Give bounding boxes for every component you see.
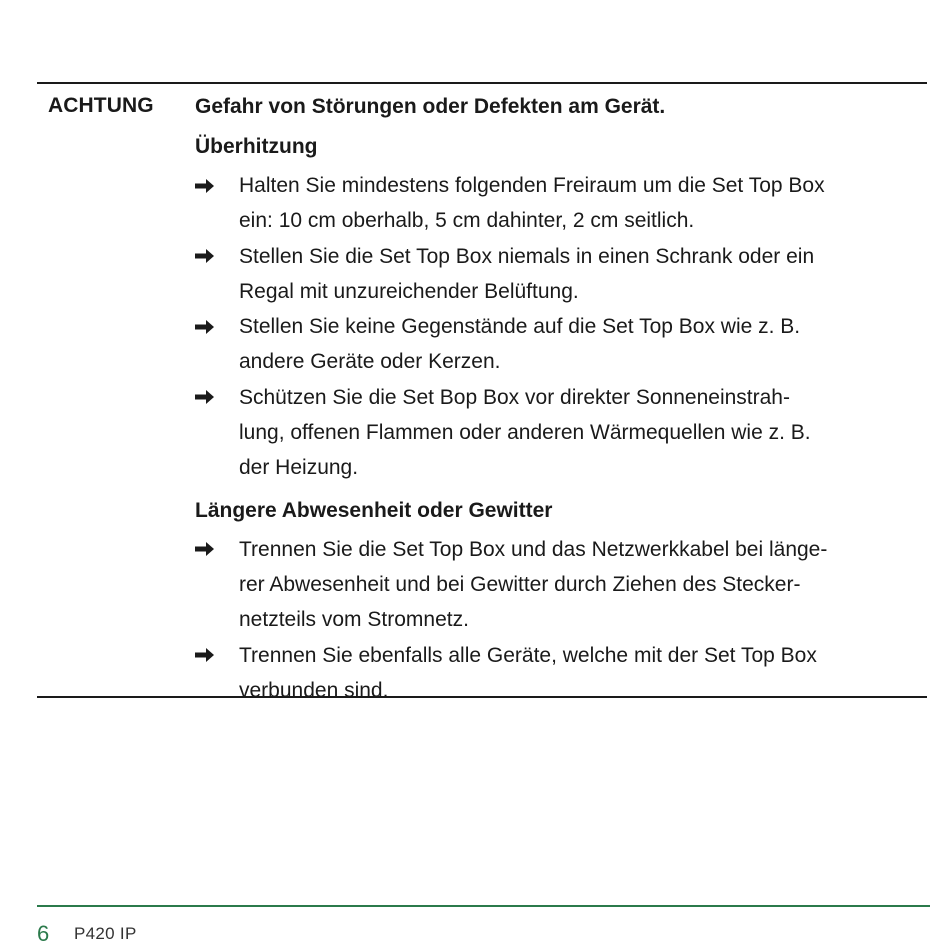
arrow-right-icon — [195, 638, 219, 673]
notice-body — [195, 94, 919, 708]
page-number: 6 — [37, 921, 50, 946]
list-item — [195, 532, 919, 638]
arrow-right-icon — [195, 239, 219, 274]
list-item-line: der Heizung. — [239, 456, 359, 480]
list-item-line: Stellen Sie keine Gegenstände auf die Set Top Box wie z. B. — [239, 315, 801, 339]
arrow-right-icon — [195, 532, 219, 567]
list-item — [195, 638, 919, 709]
list-item-line: Regal mit unzureichender Belüftung. — [239, 279, 579, 303]
absence-list — [195, 532, 919, 708]
section-heading-absence: Längere Abwesenheit oder Gewitter — [195, 498, 553, 522]
list-item-line: Schützen Sie die Set Bop Box vor direkter Sonneneinstrah- — [239, 385, 790, 409]
list-item — [195, 380, 919, 486]
list-item-line: Stellen Sie die Set Top Box niemals in einen Schrank oder ein — [239, 244, 815, 268]
list-item-line: verbunden sind. — [239, 678, 389, 702]
list-item-line: rer Abwesenheit und bei Gewitter durch Ziehen des Stecker- — [239, 572, 801, 596]
list-item — [195, 239, 919, 310]
list-item-line: Trennen Sie die Set Top Box und das Netzwerkkabel bei länge- — [239, 537, 828, 561]
notice-label: ACHTUNG — [48, 94, 154, 117]
list-item-line: netzteils vom Stromnetz. — [239, 608, 469, 632]
list-item-line: Trennen Sie ebenfalls alle Geräte, welche mit der Set Top Box — [239, 643, 817, 667]
list-item-line: andere Geräte oder Kerzen. — [239, 350, 501, 374]
arrow-right-icon — [195, 168, 219, 203]
list-item-line: lung, offenen Flammen oder anderen Wärmequellen wie z. B. — [239, 421, 811, 445]
section-heading-overheating: Überhitzung — [195, 135, 318, 158]
footer-divider — [37, 905, 930, 907]
list-item-line: ein: 10 cm oberhalb, 5 cm dahinter, 2 cm seitlich. — [239, 209, 695, 233]
warning-notice — [37, 82, 927, 702]
notice-title: Gefahr von Störungen oder Defekten am Gerät. — [195, 95, 666, 118]
list-item — [195, 168, 919, 239]
list-item — [195, 309, 919, 380]
arrow-right-icon — [195, 380, 219, 415]
overheating-list — [195, 168, 919, 486]
document-name: P420 IP — [74, 924, 137, 943]
arrow-right-icon — [195, 309, 219, 344]
list-item-line: Halten Sie mindestens folgenden Freiraum um die Set Top Box — [239, 174, 825, 197]
